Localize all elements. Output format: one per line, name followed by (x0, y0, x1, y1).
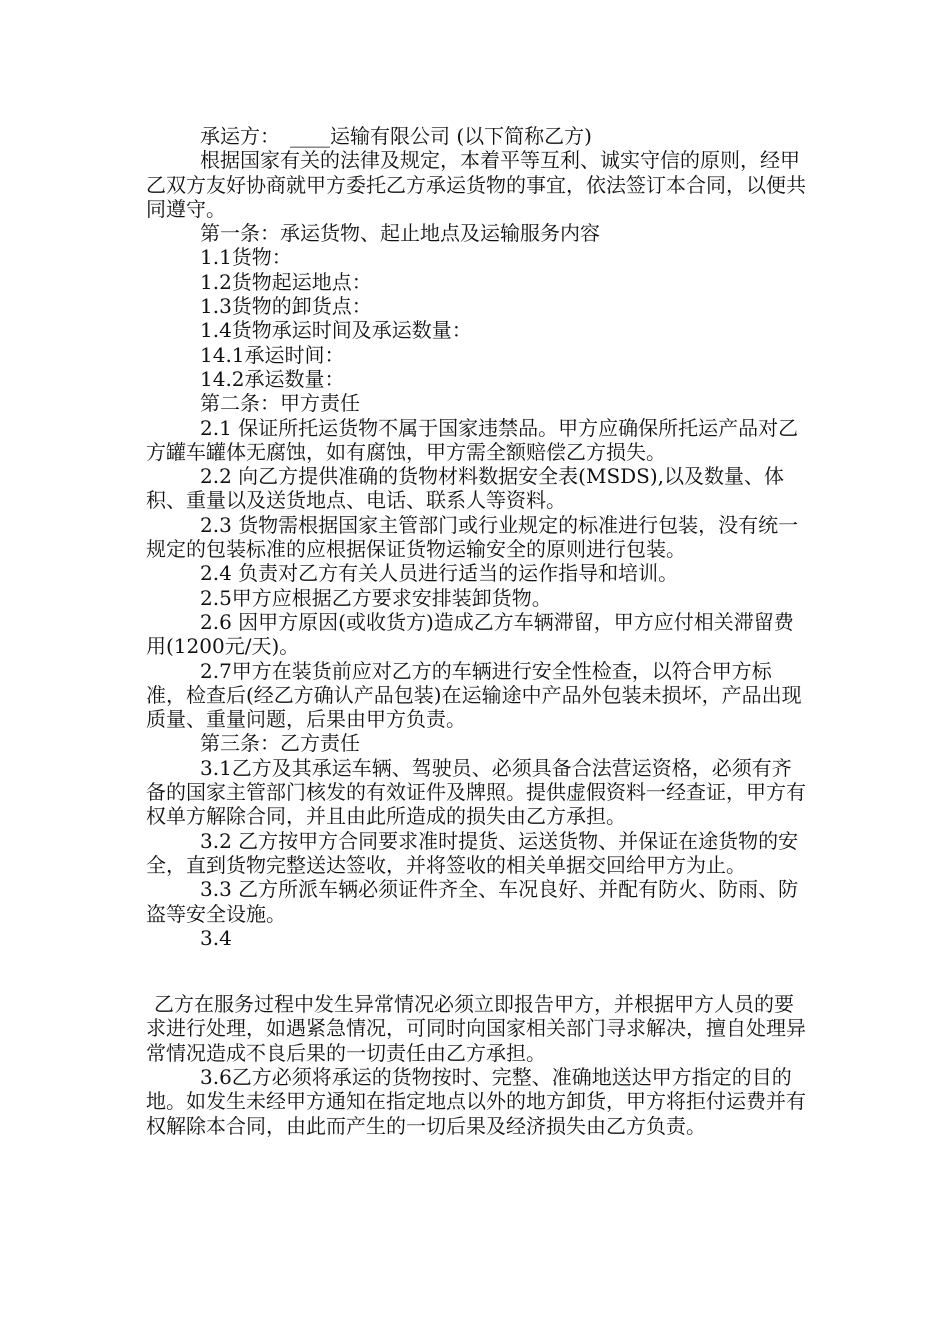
clause-3-3: 3.3 乙方所派车辆必须证件齐全、车况良好、并配有防火、防雨、防盗等安全设施。 (146, 877, 799, 926)
clause-2-3: 2.3 货物需根据国家主管部门或行业规定的标准进行包装，没有统一规定的包装标准的应根据保证货物运输安全的原则进行包装。 (146, 512, 799, 562)
clause-3-6: 3.6乙方必须将承运的货物按时、完整、准确地送达甲方指定的目的地。如发生未经甲方通知在指定地点以外的地方卸货，甲方将拒付运费并有权解除本合同，由此而产生的一切后果及经济损失由乙方负责。 (146, 1064, 806, 1138)
clause-3-2: 3.2 乙方按甲方合同要求准时提货、运送货物、并保证在途货物的安全，直到货物完整送达签收，并将签收的相关单据交回给甲方为止。 (146, 828, 799, 877)
clause-3-4-continued: 乙方在服务过程中发生异常情况必须立即报告甲方，并根据甲方人员的要求进行处理，如遇紧急情况，可同时向国家相关部门寻求解决，擅自处理异常情况造成不良后果的一切责任由乙方承担。 (146, 992, 806, 1065)
clause-1-1: 1.1货物： (200, 245, 292, 270)
clause-3-1: 3.1乙方及其承运车辆、驾驶员、必须具备合法营运资格，必须有齐备的国家主管部门核发的有效证件及牌照。提供虚假资料一经查证，甲方有权单方解除合同，并且由此所造成的损失由乙方承担。 (146, 755, 806, 829)
clause-1-3: 1.3货物的卸货点： (200, 294, 372, 319)
clause-2-6: 2.6 因甲方原因(或收货方)造成乙方车辆滞留，甲方应付相关滞留费用(1200元/天)。 (146, 609, 794, 659)
clause-2-4: 2.4 负责对乙方有关人员进行适当的运作指导和培训。 (200, 561, 679, 586)
clause-14-1: 14.1承运时间： (200, 342, 345, 367)
clause-2-7: 2.7甲方在装货前应对乙方的车辆进行安全性检查，以符合甲方标准，检查后(经乙方确认产品包装)在运输途中产品外包装未损坏，产品出现质量、重量问题，后果由甲方负责。 (146, 658, 802, 732)
preamble-paragraph: 根据国家有关的法律及规定，本着平等互利、诚实守信的原则，经甲乙双方友好协商就甲方委托乙方承运货物的事宜，依法签订本合同，以便共同遵守。 (146, 148, 806, 221)
clause-14-2: 14.2承运数量： (200, 366, 345, 391)
article-2-heading: 第二条：甲方责任 (200, 391, 360, 416)
clause-2-2: 2.2 向乙方提供准确的货物材料数据安全表(MSDS),以及数量、体积、重量以及送货地点、电话、联系人等资料。 (146, 464, 785, 513)
carrier-line: 承运方： ____运输有限公司 (以下简称乙方) (200, 124, 592, 148)
clause-1-4: 1.4货物承运时间及承运数量： (200, 318, 472, 343)
clause-2-5: 2.5甲方应根据乙方要求安排装卸货物。 (200, 585, 552, 610)
clause-1-2: 1.2货物起运地点： (200, 269, 372, 294)
clause-3-4: 3.4 (200, 925, 232, 950)
article-1-heading: 第一条：承运货物、起止地点及运输服务内容 (200, 221, 600, 246)
document-body (146, 124, 810, 1138)
article-3-heading: 第三条：乙方责任 (200, 731, 360, 756)
clause-2-1: 2.1 保证所托运货物不属于国家违禁品。甲方应确保所托运产品对乙方罐车罐体无腐蚀，如有腐蚀，甲方需全额赔偿乙方损失。 (146, 415, 799, 464)
